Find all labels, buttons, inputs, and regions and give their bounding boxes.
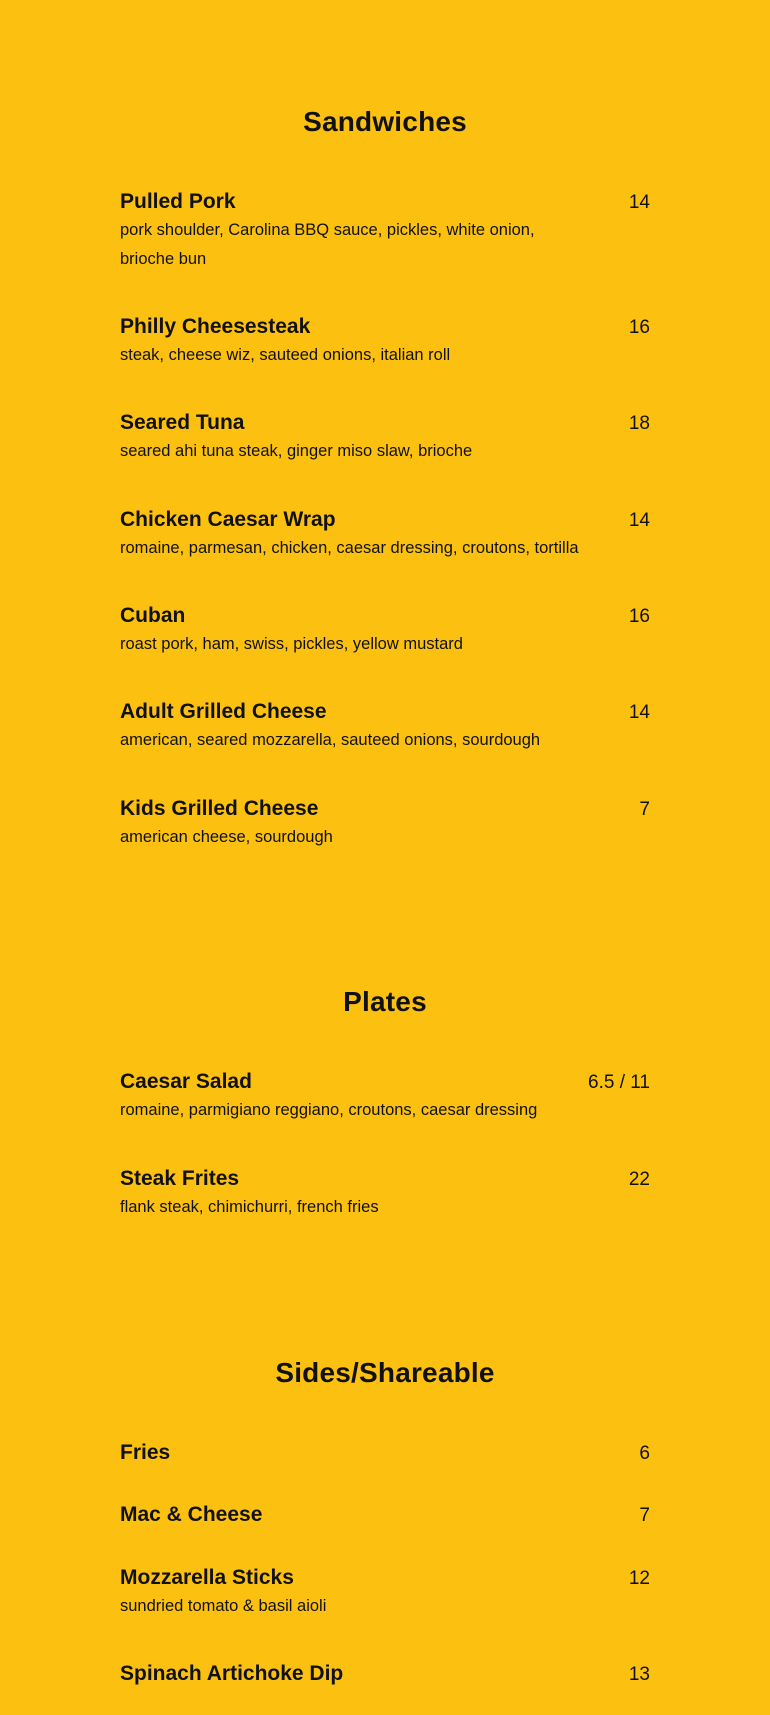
menu-items-list: [120, 190, 650, 857]
item-description: american, seared mozzarella, sauteed onions, sourdough: [120, 731, 541, 749]
item-name: Mac & Cheese: [120, 1503, 263, 1526]
item-name: Pulled Pork: [120, 190, 236, 213]
menu-item: [120, 700, 650, 797]
item-description: roast pork, ham, swiss, pickles, yellow mustard: [120, 635, 463, 653]
item-description: american cheese, sourdough: [120, 828, 333, 846]
section-plates: [0, 986, 770, 1227]
item-price: 14: [628, 702, 650, 723]
menu-items-list: [120, 1070, 650, 1227]
menu-item: [120, 1662, 650, 1702]
item-name: Cuban: [120, 604, 186, 627]
item-name: Kids Grilled Cheese: [120, 797, 319, 820]
item-price: 6.5 / 11: [588, 1072, 650, 1093]
menu-item: [120, 315, 650, 411]
menu-item: [120, 1070, 650, 1167]
item-name: Spinach Artichoke Dip: [120, 1662, 344, 1685]
item-name: Chicken Caesar Wrap: [120, 508, 336, 531]
menu-item: [120, 1441, 650, 1503]
section-title: Sandwiches: [303, 106, 467, 137]
menu-item: [120, 1503, 650, 1566]
item-price: 14: [628, 510, 650, 531]
menu-item: [120, 190, 650, 315]
section-sides-shareable: [0, 1357, 770, 1702]
section-title: Plates: [343, 986, 427, 1017]
item-price: 14: [628, 192, 650, 213]
item-name: Fries: [120, 1441, 171, 1464]
item-price: 7: [639, 799, 650, 820]
section-title: Sides/Shareable: [275, 1357, 495, 1388]
item-description: romaine, parmigiano reggiano, croutons, caesar dressing: [120, 1101, 538, 1119]
menu-item: [120, 1566, 650, 1662]
item-description: romaine, parmesan, chicken, caesar dressing, croutons, tortilla: [120, 539, 579, 557]
item-name: Caesar Salad: [120, 1070, 252, 1093]
item-price: 7: [639, 1505, 650, 1526]
item-price: 22: [628, 1169, 650, 1190]
menu-item: [120, 604, 650, 700]
item-description: pork shoulder, Carolina BBQ sauce, pickles, white onion, brioche bun: [120, 221, 535, 268]
menu-item: [120, 508, 650, 604]
item-name: Seared Tuna: [120, 411, 245, 434]
item-name: Philly Cheesesteak: [120, 315, 311, 338]
item-description: flank steak, chimichurri, french fries: [120, 1198, 379, 1216]
item-name: Steak Frites: [120, 1167, 240, 1190]
item-description: sundried tomato & basil aioli: [120, 1597, 327, 1615]
menu-item: [120, 411, 650, 508]
menu-item: [120, 1167, 650, 1227]
item-price: 16: [628, 606, 650, 627]
item-name: Adult Grilled Cheese: [120, 700, 327, 723]
item-price: 13: [628, 1664, 650, 1685]
item-price: 12: [628, 1568, 650, 1589]
item-description: steak, cheese wiz, sauteed onions, italian roll: [120, 346, 451, 364]
menu-items-list: [120, 1441, 650, 1702]
menu-item: [120, 797, 650, 857]
item-price: 6: [639, 1443, 650, 1464]
section-sandwiches: [0, 106, 770, 857]
item-price: 18: [628, 413, 650, 434]
item-price: 16: [628, 317, 650, 338]
item-name: Mozzarella Sticks: [120, 1566, 294, 1589]
item-description: seared ahi tuna steak, ginger miso slaw, brioche: [120, 442, 473, 460]
